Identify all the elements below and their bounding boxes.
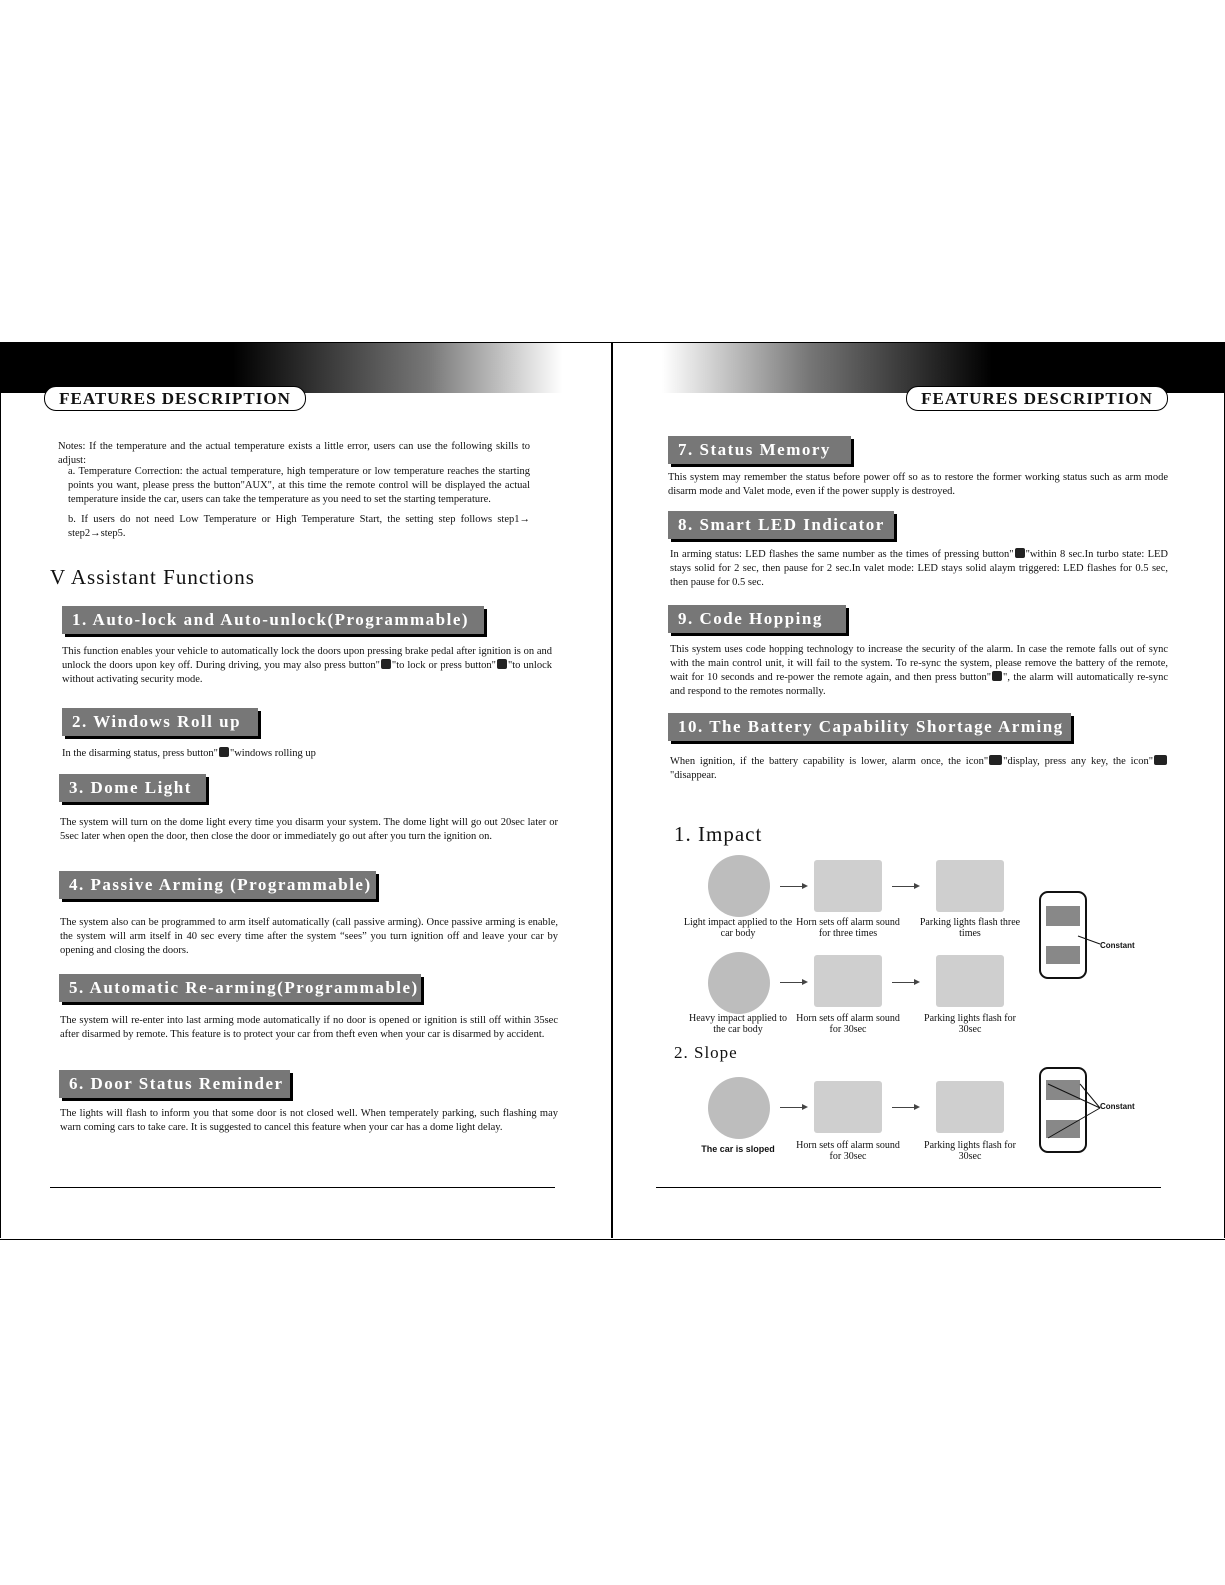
slope-caption-1: The car is sloped xyxy=(701,1144,775,1154)
section-title-7: 7. Status Memory xyxy=(668,436,851,464)
arrow-icon xyxy=(892,982,918,983)
parking-lights-illustration xyxy=(936,955,1004,1007)
lock-icon xyxy=(381,659,391,669)
window-icon xyxy=(219,747,229,757)
slope-caption-3: Parking lights flash for 30sec xyxy=(924,1140,1016,1162)
battery-icon xyxy=(989,755,1002,765)
impact-caption-3: Parking lights flash three times xyxy=(919,917,1021,939)
light-impact-illustration xyxy=(708,855,770,917)
notes-intro: Notes: If the temperature and the actual temperature exists a little error, users can use the following skills to adjust: xyxy=(58,441,530,466)
section-title-3: 3. Dome Light xyxy=(59,774,206,802)
arrow-icon xyxy=(892,886,918,887)
car-top-view-icon xyxy=(1034,888,1144,980)
impact-title: 1. Impact xyxy=(674,822,763,846)
section-title-4: 4. Passive Arming (Programmable) xyxy=(59,871,376,899)
section-title-2: 2. Windows Roll up xyxy=(62,708,258,736)
horn-illustration xyxy=(814,860,882,912)
horn-illustration xyxy=(814,1081,882,1133)
section-title-1: 1. Auto-lock and Auto-unlock(Programmable) xyxy=(62,606,484,634)
battery-icon xyxy=(1154,755,1167,765)
lock-icon xyxy=(992,671,1002,681)
section-body-7: This system may remember the status before power off so as to restore the former working status such as arm mode disarm mode and Valet mode, even if the power supply is destroyed. xyxy=(668,472,1168,497)
notes-item-b: b. If users do not need Low Temperature or High Temperature Start, the setting step follows step1→ step2→step5. xyxy=(68,514,530,539)
section-title-10: 10. The Battery Capability Shortage Arming xyxy=(668,713,1071,741)
notes-item-a: a. Temperature Correction: the actual temperature, high temperature or low temperature reaches the starting points you want, please press the button"AUX", at this time the remote control will be displayed the actual temperature inside the car, users can take the temperature as you need to set the starting temperature. xyxy=(68,466,530,505)
parking-lights-illustration xyxy=(936,1081,1004,1133)
unlock-icon xyxy=(497,659,507,669)
impact-caption-4: Heavy impact applied to the car body xyxy=(688,1013,788,1035)
section-title-8: 8. Smart LED Indicator xyxy=(668,511,894,539)
parking-lights-illustration xyxy=(936,860,1004,912)
arrow-icon xyxy=(780,1107,806,1108)
chapter-title: V Assistant Functions xyxy=(50,565,255,589)
impact-caption-5: Horn sets off alarm sound for 30sec xyxy=(796,1013,900,1035)
spine-divider xyxy=(611,342,613,1238)
section-title-5: 5. Automatic Re-arming(Programmable) xyxy=(59,974,421,1002)
section-title-9: 9. Code Hopping xyxy=(668,605,846,633)
section-body-1: This function enables your vehicle to automatically lock the doors upon pressing brake pedal after ignition is on and unlock the doors upon key off. During driving, you may also press button" "to lock or press button" "to unlock without activating security mode. xyxy=(62,646,552,685)
slope-title: 2. Slope xyxy=(674,1043,738,1062)
section-body-6: The lights will flash to inform you that some door is not closed well. When temperately parking, such flashing may warn coming cars to take care. It is suggested to cancel this feature when your car has a dome light delay. xyxy=(60,1108,558,1133)
slope-caption-2: Horn sets off alarm sound for 30sec xyxy=(796,1140,900,1162)
right-footer-rule xyxy=(656,1187,1161,1188)
arrow-icon xyxy=(780,982,806,983)
impact-caption-1: Light impact applied to the car body xyxy=(683,917,793,939)
constant-label-1: Constant xyxy=(1100,941,1135,950)
right-page-label: FEATURES DESCRIPTION xyxy=(906,386,1168,411)
slope-illustration xyxy=(708,1077,770,1139)
impact-caption-2: Horn sets off alarm sound for three times xyxy=(796,917,900,939)
section-body-9: This system uses code hopping technology to increase the security of the alarm. In case the remote falls out of sync with the main control unit, it will fail to the system. To re-sync the system, please remove the battery of the remote, wait for 10 seconds and re-power the remote again, and then press button" ", the alarm will automatically re-sync and respond to the remotes normally. xyxy=(670,644,1168,697)
lock-icon xyxy=(1015,548,1025,558)
left-border xyxy=(0,342,1,1238)
section-body-3: The system will turn on the dome light every time you disarm your system. The dome light will go out 20sec later or 5sec later when open the door, then close the door or immediately go out after you turn the ignition on. xyxy=(60,817,558,842)
car-top-view-icon xyxy=(1034,1066,1144,1156)
constant-label-2: Constant xyxy=(1100,1102,1135,1111)
section-body-10: When ignition, if the battery capability is lower, alarm once, the icon" "display, press any key, the icon""disappear. xyxy=(670,755,1168,783)
heavy-impact-illustration xyxy=(708,952,770,1014)
section-body-4: The system also can be programmed to arm itself automatically (call passive arming). Once passive arming is enable, the system will arm itself in 40 sec every time after the system “sees” you turn ignition off and leave your car by opening and closing the doors. xyxy=(60,917,558,956)
impact-caption-6: Parking lights flash for 30sec xyxy=(924,1013,1016,1035)
left-page-label: FEATURES DESCRIPTION xyxy=(44,386,306,411)
horn-illustration xyxy=(814,955,882,1007)
section-title-6: 6. Door Status Reminder xyxy=(59,1070,290,1098)
section-body-5: The system will re-enter into last arming mode automatically if no door is opened or ignition is still off within 35sec after disarmed by remote. This feature is to protect your car from theft even when your car is disarmed by accident. xyxy=(60,1015,558,1040)
arrow-icon xyxy=(892,1107,918,1108)
left-footer-rule xyxy=(50,1187,555,1188)
section-body-8: In arming status: LED flashes the same number as the times of pressing button" "within 8 sec.In turbo state: LED stays solid for 2 sec, then pause for 2 sec.In valet mode: LED stays solid alaym triggered: LED flashes for 0.5 sec, then pause for 0.5 sec. xyxy=(670,549,1168,588)
section-body-2: In the disarming status, press button" "windows rolling up xyxy=(62,748,316,759)
arrow-icon xyxy=(780,886,806,887)
